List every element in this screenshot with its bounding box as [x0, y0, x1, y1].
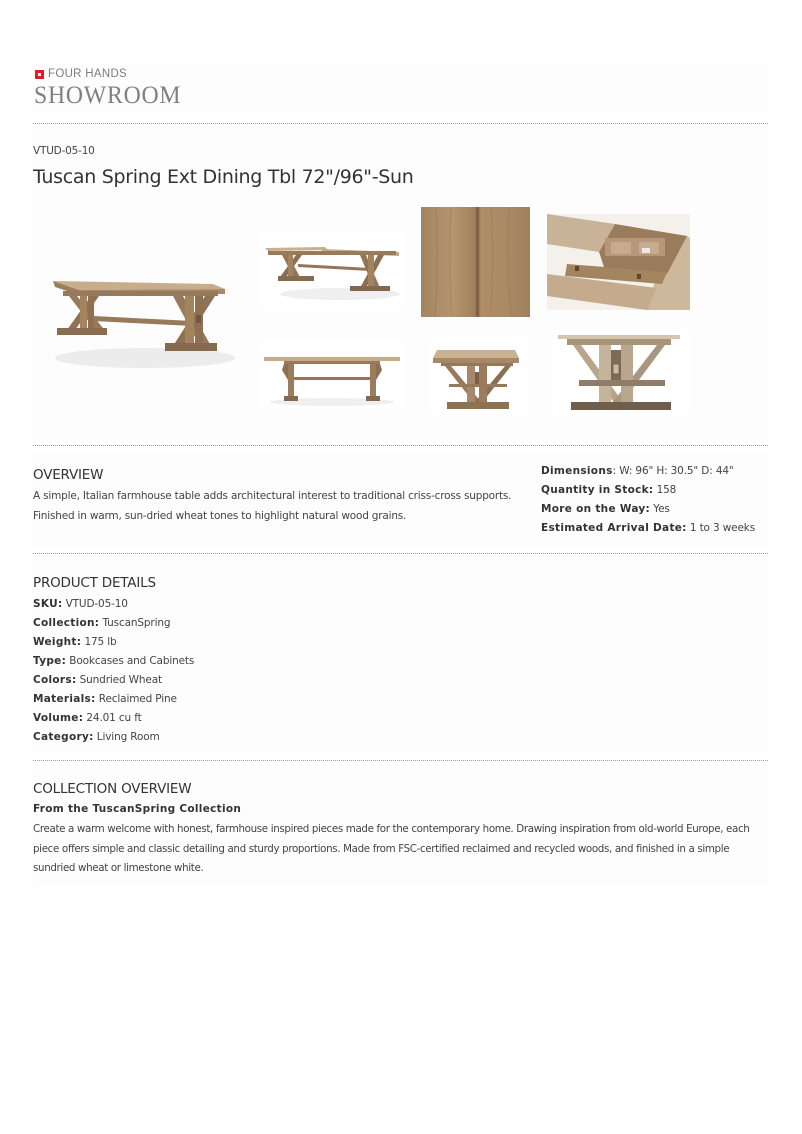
overview-text	[33, 487, 511, 526]
overview-heading: OVERVIEW	[33, 467, 104, 483]
spec-label: Dimensions	[541, 465, 613, 477]
detail-row-volume	[33, 709, 194, 728]
collection-line: sundried wheat or limestone white.	[33, 862, 204, 874]
collection-line: Create a warm welcome with honest, farmhouse inspired pieces made for the contemporary home. Drawing inspiration from old-world Europe, each	[33, 823, 750, 835]
detail-label: Materials:	[33, 693, 96, 705]
detail-value: 24.01 cu ft	[83, 712, 142, 724]
detail-label: Type:	[33, 655, 67, 667]
detail-value: TuscanSpring	[99, 617, 171, 629]
spec-label: Estimated Arrival Date:	[541, 522, 687, 534]
table-end-close-image	[553, 330, 691, 414]
collection-line: piece offers simple and classic detailing and sturdy proportions. Made from FSC-certified reclaimed and recycled woods, and finished in a simple	[33, 842, 730, 855]
detail-row-weight	[33, 633, 194, 652]
detail-row-category	[33, 728, 194, 747]
overview-line: Finished in warm, sun-dried wheat tones to highlight natural wood grains.	[33, 509, 407, 522]
spec-label: Quantity in Stock:	[541, 484, 654, 496]
detail-value: VTUD-05-10	[62, 598, 128, 610]
detail-row-collection	[33, 614, 194, 633]
extension-mechanism-image	[547, 214, 690, 310]
collection-subheading: From the TuscanSpring Collection	[33, 803, 242, 815]
detail-label: Category:	[33, 731, 94, 743]
gallery-image-mechanism[interactable]	[547, 214, 690, 310]
product-title: Tuscan Spring Ext Dining Tbl 72"/96"-Sun	[33, 166, 414, 188]
detail-label: Volume:	[33, 712, 84, 724]
showroom-wordmark: SHOWROOM	[34, 82, 182, 109]
detail-row-materials	[33, 690, 194, 709]
detail-value: Living Room	[93, 731, 160, 743]
spec-label: More on the Way:	[541, 503, 651, 515]
detail-label: SKU:	[33, 598, 63, 610]
divider	[33, 760, 768, 761]
brand-name: FOUR HANDS	[48, 68, 128, 80]
detail-value: Reclaimed Pine	[95, 693, 177, 705]
gallery-image-grain[interactable]	[421, 207, 530, 317]
detail-label: Colors:	[33, 674, 77, 686]
table-end-image	[429, 338, 527, 414]
detail-label: Collection:	[33, 617, 100, 629]
spec-value: 1 to 3 weeks	[686, 522, 756, 534]
collection-heading: COLLECTION OVERVIEW	[33, 781, 192, 797]
divider	[33, 123, 768, 124]
details-heading: PRODUCT DETAILS	[33, 575, 156, 591]
gallery-image-side[interactable]	[260, 340, 404, 410]
spec-value: Yes	[650, 503, 670, 515]
divider	[33, 445, 768, 446]
details-list	[33, 595, 194, 747]
detail-row-type	[33, 652, 194, 671]
overview-line: A simple, Italian farmhouse table adds architectural interest to traditional criss-cross supports.	[33, 490, 512, 502]
spec-dimensions	[541, 462, 755, 481]
header	[33, 64, 768, 114]
detail-value: Sundried Wheat	[76, 674, 162, 686]
spec-more-on-way	[541, 500, 755, 519]
specs-list	[541, 462, 755, 538]
table-extended-image	[260, 230, 404, 310]
wood-grain-image	[421, 207, 530, 317]
spec-stock	[541, 481, 755, 500]
product-sku: VTUD-05-10	[33, 145, 95, 157]
brand-logo	[35, 68, 127, 80]
image-gallery	[33, 200, 768, 430]
table-main-image	[33, 200, 251, 430]
brand-square-icon	[35, 70, 44, 79]
spec-arrival	[541, 519, 755, 538]
detail-label: Weight:	[33, 636, 82, 648]
detail-row-colors	[33, 671, 194, 690]
collection-text	[33, 820, 749, 879]
spec-value: 158	[653, 484, 677, 496]
detail-value: Bookcases and Cabinets	[66, 655, 195, 667]
detail-value: 175 lb	[81, 636, 117, 648]
table-side-image	[260, 340, 404, 410]
detail-row-sku	[33, 595, 194, 614]
gallery-image-end-close[interactable]	[553, 330, 691, 414]
gallery-image-extended[interactable]	[260, 230, 404, 310]
gallery-image-main[interactable]	[33, 200, 251, 430]
gallery-image-end[interactable]	[429, 338, 527, 414]
spec-value: : W: 96" H: 30.5" D: 44"	[612, 465, 734, 477]
divider	[33, 553, 768, 554]
